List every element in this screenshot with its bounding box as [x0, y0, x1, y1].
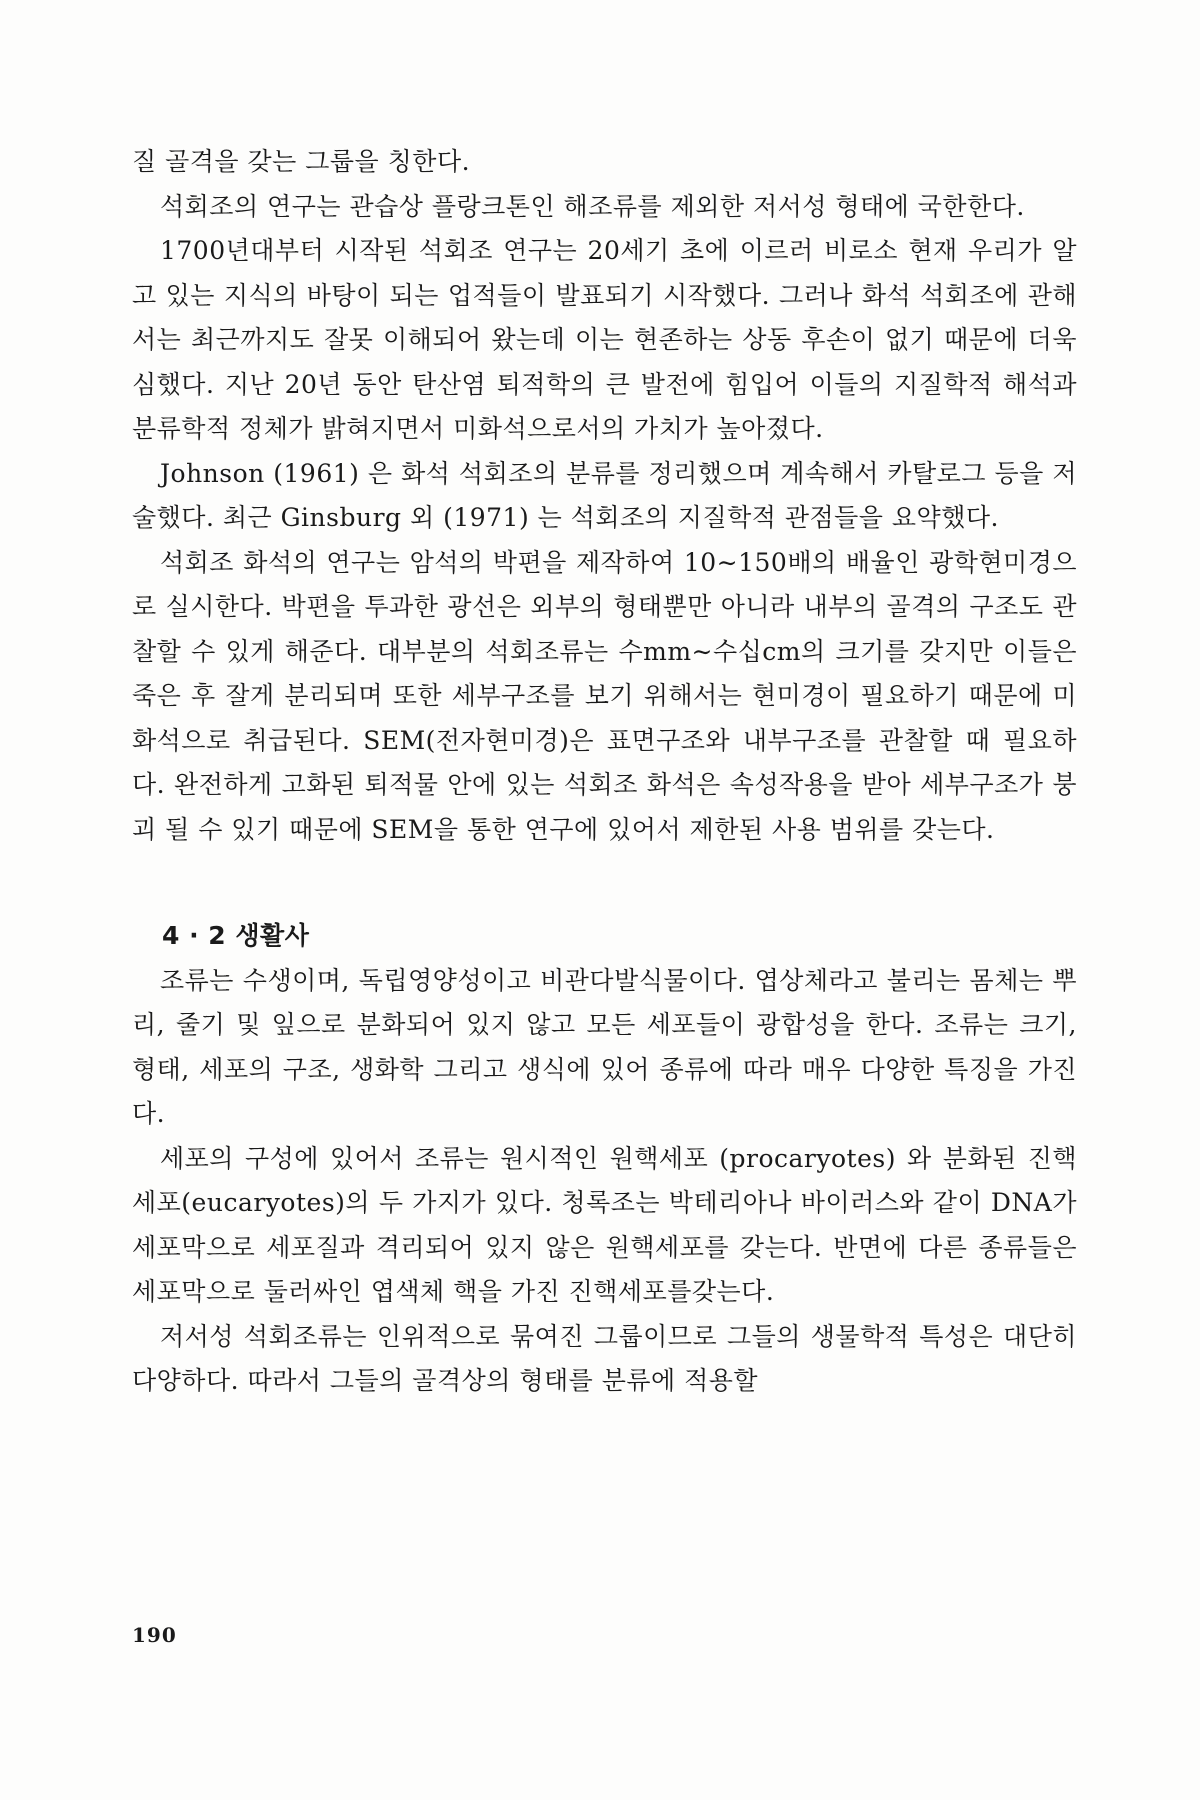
- page-number: 190: [132, 1623, 177, 1647]
- paragraph-algae-overview: 조류는 수생이며, 독립영양성이고 비관다발식물이다. 엽상체라고 불리는 몸체는 뿌리, 줄기 및 잎으로 분화되어 있지 않고 모든 세포들이 광합성을 한다. 조류는 크기, 형태, 세포의 구조, 생화학 그리고 생식에 있어 종류에 따라 매우 다양한 특징을 가진다.: [132, 965, 1077, 1128]
- paragraph-continuation: 질 골격을 갖는 그룹을 칭한다.: [132, 147, 471, 176]
- section-spacer: [132, 852, 1077, 914]
- paragraph-benthic-algae: 저서성 석회조류는 인위적으로 묶여진 그룹이므로 그들의 생물학적 특성은 대단히 다양하다. 따라서 그들의 골격상의 형태를 분류에 적용할: [132, 1321, 1077, 1395]
- paragraph-microscopy: 석회조 화석의 연구는 암석의 박편을 제작하여 10∼150배의 배율인 광학현미경으로 실시한다. 박편을 투과한 광선은 외부의 형태뿐만 아니라 내부의 골격의 구조도 관찰할 수 있게 해준다. 대부분의 석회조류는 수mm∼수십cm의 크기를 갖지만 이들은 죽은 후 잘게 분리되며 또한 세부구조를 보기 위해서는 현미경이 필요하기 때문에 미화석으로 취급된다. SEM(전자현미경)은 표면구조와 내부구조를 관찰할 때 필요하다. 완전하게 고화된 퇴적물 안에 있는 석회조 화석은 속성작용을 받아 세부구조가 붕괴 될 수 있기 때문에 SEM을 통한 연구에 있어서 제한된 사용 범위를 갖는다.: [132, 547, 1077, 844]
- section-heading: 4 · 2 생활사: [162, 921, 310, 950]
- paragraph-johnson: Johnson (1961) 은 화석 석회조의 분류를 정리했으며 계속해서 카탈로그 등을 저술했다. 최근 Ginsburg 외 (1971) 는 석회조의 지질학적 관점들을 요약했다.: [132, 458, 1077, 532]
- paragraph-research-history: 1700년대부터 시작된 석회조 연구는 20세기 초에 이르러 비로소 현재 우리가 알고 있는 지식의 바탕이 되는 업적들이 발표되기 시작했다. 그러나 화석 석회조에 관해서는 최근까지도 잘못 이해되어 왔는데 이는 현존하는 상동 후손이 없기 때문에 더욱 심했다. 지난 20년 동안 탄산염 퇴적학의 큰 발전에 힘입어 이들의 지질학적 해석과 분류학적 정체가 밝혀지면서 미화석으로서의 가치가 높아졌다.: [132, 236, 1077, 443]
- paragraph-research-scope: 석회조의 연구는 관습상 플랑크톤인 해조류를 제외한 저서성 형태에 국한한다.: [160, 191, 1025, 221]
- paragraph-cell-types: 세포의 구성에 있어서 조류는 원시적인 원핵세포 (procaryotes) 와 분화된 진핵세포(eucaryotes)의 두 가지가 있다. 청록조는 박테리아나 바이러스와 같이 DNA가 세포막으로 세포질과 격리되어 있지 않은 원핵세포를 갖는다. 반면에 다른 종류들은 세포막으로 둘러싸인 엽색체 핵을 가진 진핵세포를갖는다.: [132, 1143, 1077, 1306]
- body-text: [132, 140, 1077, 1404]
